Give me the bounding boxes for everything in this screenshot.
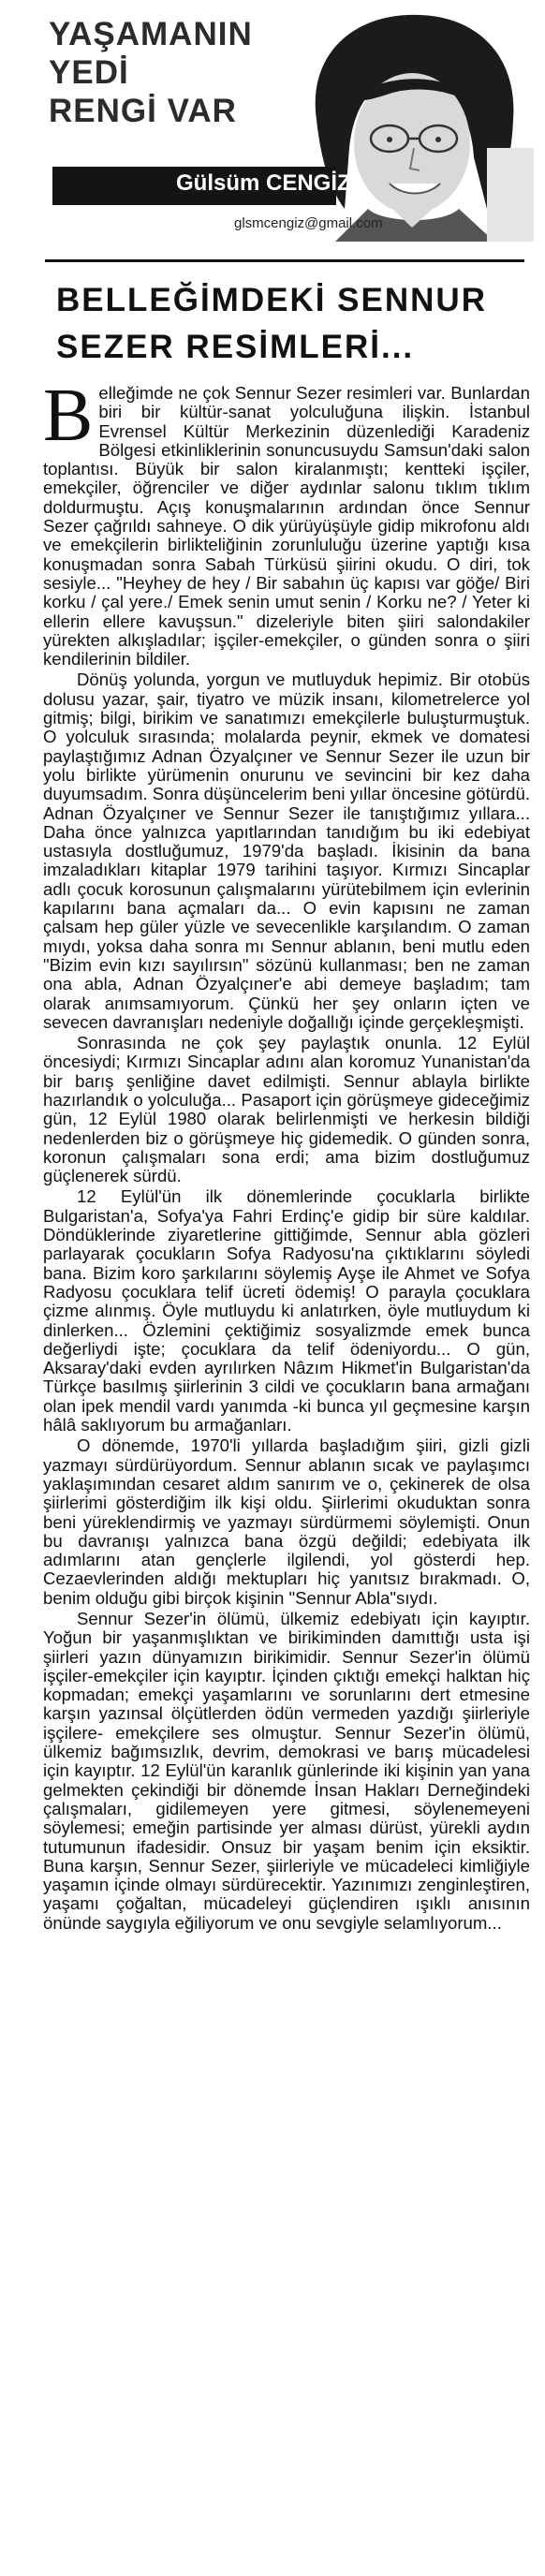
title-line: BELLEĞİMDEKİ SENNUR — [56, 282, 487, 318]
column-name-line: YAŞAMANIN — [49, 16, 253, 52]
article-paragraph: Sonrasında ne çok şey paylaştık onunla. 12 Eylül öncesiydi; Kırmızı Sincaplar adını alan koromuz Yunanistan'da bir barış şenliğine davet edilmişti. Sennur ablayla birlikte hazırlandık o yolculuğa... Pasaport için görüşmeye gideceğimiz gün, 12 Eylül 1980 olarak belirlenmişti ve herkesin bildiği nedenlerden biz o görüşmeye hiç gidemedik. O günden sonra, koronun çalışmaları sona erdi; ama bizim dostluğumuz güçlenerek sürdü. — [43, 1033, 530, 1186]
drop-cap: B — [43, 375, 94, 457]
article-paragraph: O dönemde, 1970'li yıllarda başladığım şiiri, gizli gizli yazmayı sürdürüyordum. Sennur ablanın sıcak ve paylaşımcı yaklaşımından cesaret aldım sanırım ve o, çekinerek de olsa şiirlerimi gösterdiğim ilk kişi oldu. Şiirlerimi okuduktan sonra beni yüreklendirmiş ve yazmayı sürdürmemi söylemişti. Onun bu davranışı yalnızca bana özgü değildi; edebiyata ilk adımlarını atan gençlerle ilgilendi, yol gösterdi hep. Cezaevlerinden aldığı mektupları hiç yanıtsız bırakmadı. O, benim olduğu gibi birçok kişinin "Sennur Abla"sıydı. — [43, 1435, 530, 1608]
title-line: SEZER RESİMLERİ... — [56, 329, 415, 365]
article-paragraph: Dönüş yolunda, yorgun ve mutluyduk hepimiz. Bir otobüs dolusu yazar, şair, tiyatro ve müzik insanı, kilometrelerce yol gitmiş; bilgi, birikim ve sanatımızı emekçilerle buluşturmuştuk. O yolculuk sırasında; molalarda peynir, ekmek ve domatesi paylaştığımız Adnan Özyalçıner ve Sennur Sezer ile uzun bir yolu birlikte yürümenin onurunu ve sevincini bir kez daha duyumsadım. Sonra düşüncelerim beni yıllar öncesine götürdü. Adnan Özyalçıner ve Sennur Sezer ile tanıştığımız yıllara... Daha önce yalnızca yapıtlarından tanıdığım bu iki edebiyat ustasıyla dostluğumuz, 1979'da başladı. İkisinin da bana imzaladıkları kitaplar 1979 tarihini taşıyor. Kırmızı Sincaplar adlı çocuk korosunun çalışmalarını yürütebilmem için evlerinin kapılarını bana açmaları da... O evin kapısını ne zaman çalsam hep güler yüzle ve sevecenlikle karşılandım. O zaman mıydı, yoksa daha sonra mı Sennur ablanın, beni mutlu eden "Bizim evin kızı sayılırsın" sözünü kullanması; ben ne zaman ona abla, Adnan Özyalçıner'e abi demeye başladım; tam olarak anımsamıyorum. Çünkü her şey onların içten ve sevecen davranışları nedeniyle doğallığı içinde gerçekleşmişti. — [43, 670, 530, 1032]
article-body — [43, 375, 530, 1935]
author-name: Gülsüm CENGİZ — [176, 170, 351, 196]
article-title — [56, 277, 524, 371]
column-name-line: YEDİ — [49, 54, 129, 91]
column-name — [49, 15, 283, 130]
article-paragraph: Sennur Sezer'in ölümü, ülkemiz edebiyatı için kayıptır. Yoğun bir yaşanmışlıktan ve birikiminden damıttığı usta işi şiirleri yazın dünyamızın birikimidir. Sennur Sezer'in ölümü işçiler-emekçiler için kayıptır. İçinden çıktığı emekçi halktan hiç kopmadan; emekçi yaşamlarını ve sorunlarını dert etmesine karşın yazınsal ölçütlerden ödün vermeden yazdığı şiirleriyle işçilere- emekçilere ses olmuştur. Sennur Sezer'in ölümü, ülkemiz bağımsızlık, devrim, demokrasi ve barış mücadelesi için kayıptır. 12 Eylül'ün karanlık günlerinde iki kişinin yan yana gelmekten çekindiği bir dönemde İnsan Hakları Derneğindeki çalışmaları, gidilemeyen yere gitmesi, söylenemeyeni söylemesi; emeğin partisinde yer alması dürüst, yürekli aydın tutumunun ifadesidir. Onsuz bir yaşam benim için eksiktir. Buna karşın, Sennur Sezer, şiirleriyle ve mücadeleci kimliğiyle yaşamın içinde olmayı sürdürecektir. Yazınımızı zenginleştiren, yaşamı çoğaltan, mücadeleyi güçlendiren ışıklı anısının önünde saygıyla eğiliyorum ve onu sevgiyle selamlıyorum... — [43, 1609, 530, 1933]
author-email: glsmcengiz@gmail.com — [234, 215, 383, 231]
paragraph-text: elleğimde ne çok Sennur Sezer resimleri var. Bunlardan biri bir kültür-sanat yolculuğuna ilişkin. İstanbul Evrensel Kültür Merkezinin düzenlediği Karadeniz Bölgesi etkinliklerinin sonuncusuydu Samsun'daki salon toplantısı. Büyük bir salon kiralanmıştı; kentteki işçiler, emekçiler, öğrenciler ve diğer aydınlar salonu tıklım tıklım doldurmuştu. Açış konuşmalarının ardından önce Sennur Sezer çağrıldı sahneye. O dik yürüyüşüyle gidip mikrofonu aldı ve emekçilerin birlikteliğinin zorunluluğu üzerine yaptığı kısa konuşmadan sonra Sabah Türküsü şiirini okudu. O diri, tok sesiyle... "Heyhey de hey / Bir sabahın üç kapısı var göğe/ Biri korku / çal yere./ Emek senin umut senin / Korku ne? / Yeter ki ellerin ellere kavuşsun." dizeleriyle biten şiiri salondakiler yürekten alkışladılar; işçiler-emekçiler, o günden sonra o şiiri kendilerinin bildiler. — [43, 383, 530, 670]
column-name-line: RENGİ VAR — [49, 93, 237, 129]
header-divider — [45, 259, 524, 262]
article-paragraph — [43, 375, 530, 670]
article-paragraph: 12 Eylül'ün ilk dönemlerinde çocuklarla birlikte Bulgaristan'a, Sofya'ya Fahri Erdinç'e gidip bir süre kaldılar. Döndüklerinde ziyaretlerine gittiğimde, Sennur abla gözleri parlayarak çocukların Sofya Radyosu'na çıktıklarını söyledi bana. Bizim koro şarkılarını söylemiş Ayşe ile Ahmet ve Sofya Radyosu çocuklara telif ücreti ödemiş! O parayla çocuklara çizme alınmış. Öyle mutluydu ki anlatırken, öyle mutluydum ki dinlerken... Özlemini çektiğimiz sosyalizmde emek bunca değerliydi işte; çocuklara da telif ödeniyordu... O gün, Aksaray'daki evden ayrılırken Nâzım Hikmet'in Bulgaristan'da Türkçe basılmış şiirlerinin 3 cildi ve çocukların bana armağanı olan ipek mendil vardı yanımda -ki bunca yıl geçmesine karşın hâlâ saklıyorum bu armağanları. — [43, 1186, 530, 1435]
author-portrait-photo — [279, 7, 534, 242]
